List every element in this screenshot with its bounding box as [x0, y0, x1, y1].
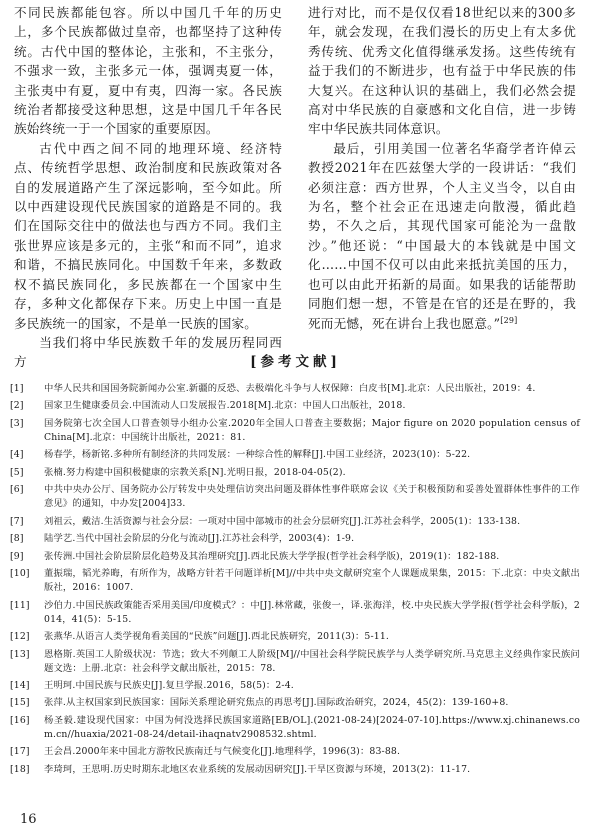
paragraph — [308, 139, 576, 333]
reference-item — [10, 714, 580, 742]
reference-text: 国家卫生健康委员会.中国流动人口发展报告.2018[M].北京：中国人口出版社，2018. — [44, 400, 406, 412]
reference-number: [8] — [10, 533, 24, 545]
reference-item — [10, 382, 580, 396]
reference-item — [10, 567, 580, 595]
reference-item — [10, 679, 580, 693]
reference-item — [10, 466, 580, 480]
reference-text: 张传洲.中国社会阶层阶层化趋势及其治理研究[J].西北民族大学学报(哲学社会科学版)，2019(1)：182-188. — [44, 550, 500, 562]
reference-item — [10, 532, 580, 546]
reference-item — [10, 599, 580, 627]
paragraph: 进行对比，而不是仅仅看18世纪以来的300多年，就会发现，在我们漫长的历史上有太多优秀传统、优秀文化值得继承发扬。这些传统有益于我们的不断进步，也有益于中华民族的伟大复兴。在这种认识的基础上，我们必然会提高对中华民族的自豪感和文化自信，进一步铸牢中华民族共同体意识。 — [308, 5, 576, 137]
reference-text: 张萍.从主权国家到民族国家：国际关系理论研究焦点的再思考[J].国际政治研究，2024，45(2)：139-160+8. — [44, 697, 509, 709]
reference-number: [12] — [10, 631, 30, 643]
reference-number: [6] — [10, 484, 24, 496]
reference-item — [10, 483, 580, 511]
reference-text: 张燕华.从语言人类学视角看美国的“民族”问题[J].西北民族研究，2011(3)：5-11. — [44, 631, 389, 643]
reference-text: 王会昌.2000年来中国北方游牧民族南迁与气候变化[J].地理科学，1996(3)：83-88. — [44, 746, 401, 758]
reference-text: 国务院第七次全国人口普查领导小组办公室.2020年全国人口普查主要数据；Major figure on 2020 population census of China[M].北京：中国统计出版社，2021：81. — [44, 417, 580, 443]
reference-number: [9] — [10, 550, 24, 562]
body-column-left — [14, 3, 282, 372]
reference-item — [10, 763, 580, 777]
reference-number: [18] — [10, 763, 30, 775]
reference-item — [10, 745, 580, 759]
reference-number: [16] — [10, 714, 30, 726]
reference-number: [14] — [10, 680, 30, 692]
reference-text: 陆学艺.当代中国社会阶层的分化与流动[J].江苏社会科学，2003(4)：1-9. — [44, 533, 355, 545]
reference-number: [13] — [10, 648, 30, 660]
reference-text: 沙伯力.中国民族政策能否采用美国/印度模式？：中[J].林常藏，张俊一，译.张海洋，校.中央民族大学学报(哲学社会科学版)，2014，41(5)：5-15. — [44, 599, 580, 625]
citation-note: [29] — [500, 315, 518, 325]
reference-item — [10, 417, 580, 445]
reference-item — [10, 448, 580, 462]
reference-item — [10, 550, 580, 564]
reference-item — [10, 648, 580, 676]
reference-number: [7] — [10, 515, 24, 527]
reference-text: 李琦珂，王思明.历史时期东北地区农业系统的发展动因研究[J].干旱区资源与环境，2013(2)：11-17. — [44, 763, 471, 775]
paragraph: 古代中西之间不同的地理环境、经济特点、传统哲学思想、政治制度和民族政策对各自的发展道路产生了深远影响，至今如此。所以中西建设现代民族国家的道路是不同的。我们在国际交往中的做法也与西方不同。我们主张世界应该是多元的，主张“和而不同”，追求和谐，不搞民族同化。中国数千年来，多数政权不搞民族同化，多民族都在一个国家中生存，多种文化都保存下来。历史上中国一直是多民族统一的国家，不是单一民族的国家。 — [14, 140, 282, 331]
reference-text: 董振瑞，韬光养晦，有所作为，战略方针若干问题详析[M]//中共中央文献研究室个人课题成果集，2015：下.北京：中央文献出版社，2016：1007. — [44, 567, 580, 594]
page-number: 16 — [20, 812, 37, 827]
reference-text: 张楠.努力构建中国积极健康的宗教关系[N].光明日报，2018-04-05(2). — [44, 466, 346, 478]
quote-text: 最后，引用美国一位著名华裔学者许倬云教授2021年在匹兹堡大学的一段讲话：“我们必须注意：西方世界，个人主义当令，以自由为名，整个社会正在迅速走向散漫，循此趋势，不久之后，其现代国家可能沦为一盘散沙。”他还说：“中国最大的本钱就是中国文化……中国不仅可以由此来抵抗美国的压力，也可以由此开拓新的局面。如果我的话能帮助同胞们想一想，不管是在官的还是在野的，我死而无憾，死在讲台上我也愿意。” — [308, 140, 576, 331]
reference-text: 中华人民共和国国务院新闻办公室.新疆的反恐、去极端化斗争与人权保障：白皮书[M].北京：人民出版社，2019：4. — [44, 383, 536, 394]
reference-list — [10, 382, 580, 780]
reference-number: [17] — [10, 746, 30, 758]
paragraph: 不同民族都能包容。所以中国几千年的历史上，多个民族都做过皇帝，也都坚持了这种传统。古代中国的整体论，主张和，不主张分，不强求一致，主张多元一体，强调夷夏一体，主张夷中有夏，夏中有夷，四海一家。各民族统治者都接受这种思想，这是中国几千年各民族始终统一于一个国家的重要原因。 — [14, 5, 282, 137]
reference-number: [5] — [10, 466, 24, 478]
reference-item — [10, 696, 580, 710]
reference-number: [11] — [10, 599, 30, 611]
reference-item — [10, 515, 580, 529]
references-heading: [参考文献] — [250, 354, 341, 370]
reference-item — [10, 630, 580, 644]
body-column-right — [308, 3, 576, 333]
reference-number: [15] — [10, 697, 30, 709]
reference-item — [10, 399, 580, 413]
reference-number: [4] — [10, 449, 24, 461]
reference-number: [2] — [10, 400, 24, 412]
reference-number: [10] — [10, 567, 30, 579]
reference-text: 杨圣毅.建设现代国家：中国为何没选择民族国家道路[EB/OL].(2021-08-24)[2024-07-10].https://www.xj.chinanews.com.cn//huaxia/2021-08-24/detail-ihaqnatv2908532.shtml. — [44, 714, 580, 741]
paragraph: 当我们将中华民族数千年的发展历程同西方 — [14, 334, 282, 370]
reference-text: 中共中央办公厅、国务院办公厅转发中央处理信访突出问题及群体性事件联席会议《关于积极预防和妥善处置群体性事件的工作意见》的通知，中办发[2004]33. — [44, 484, 580, 510]
reference-text: 恩格斯.英国工人阶级状况：节选；致大不列颠工人阶级[M]//中国社会科学院民族学与人类学研究所.马克思主义经典作家民族问题文选：上册.北京：社会科学文献出版社，2015：78. — [44, 648, 580, 674]
reference-number: [1] — [10, 383, 24, 394]
reference-text: 王明珂.中国民族与民族史[J].复旦学报.2016，58(5)：2-4. — [44, 680, 294, 692]
reference-number: [3] — [10, 417, 24, 429]
reference-text: 杨春学，杨新铭.多种所有制经济的共同发展：一种综合性的解释[J].中国工业经济，2023(10)：5-22. — [44, 449, 471, 461]
reference-text: 刘祖云，戴洁.生活资源与社会分层：一项对中国中部城市的社会分层研究[J].江苏社会科学，2005(1)：133-138. — [44, 515, 521, 527]
